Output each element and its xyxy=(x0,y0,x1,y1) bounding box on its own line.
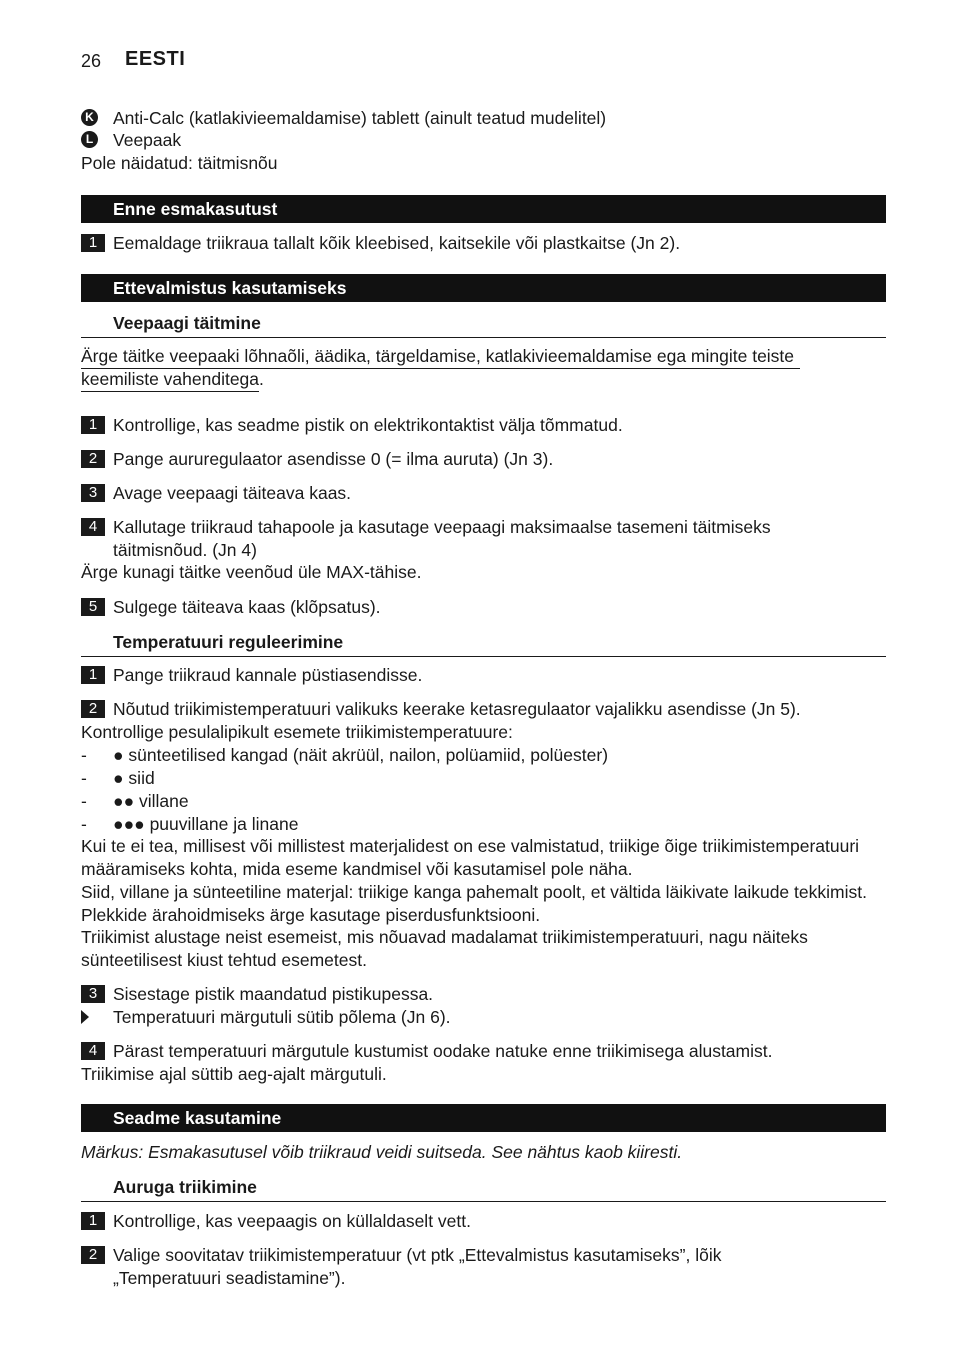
step-text: Avage veepaagi täiteava kaas. xyxy=(113,483,352,503)
step-number: 5 xyxy=(81,598,105,616)
step-text: Eemaldage triikraua tallalt kõik kleebised, kaitsekile või plastkaitse (Jn 2). xyxy=(113,233,681,253)
legend-not-shown: Pole näidatud: täitmisnõu xyxy=(81,153,278,173)
step-number: 4 xyxy=(81,518,105,536)
warning-line-2 xyxy=(81,368,264,392)
step-text: Kontrollige, kas seadme pistik on elektrikontaktist välja tõmmatud. xyxy=(113,415,623,435)
section-heading-first-use: Enne esmakasutust xyxy=(81,195,886,223)
step-number: 3 xyxy=(81,985,105,1003)
step-text: Pange aururegulaator asendisse 0 (= ilma auruta) (Jn 3). xyxy=(113,449,554,469)
list-item: ●● villane xyxy=(113,791,189,811)
legend-item-l: Veepaak xyxy=(113,130,182,150)
subheading-filling-tank: Veepaagi täitmine xyxy=(81,311,886,338)
subheading-steam-ironing: Auruga triikimine xyxy=(81,1175,886,1202)
paragraph-line: sünteetilisest kiust tehtud esemetest. xyxy=(81,950,367,970)
result-arrow-icon xyxy=(81,1010,89,1024)
list-item: ●●● puuvillane ja linane xyxy=(113,814,299,834)
list-dash: - xyxy=(81,814,87,834)
language-heading: EESTI xyxy=(125,48,186,70)
paragraph-line: määramiseks kohta, mida eseme kandmisel või kasutamisel pole näha. xyxy=(81,859,633,879)
step-number: 1 xyxy=(81,666,105,684)
note-text: Ärge kunagi täitke veenõud üle MAX-tähise. xyxy=(81,562,422,582)
paragraph-line: Siid, villane ja sünteetiline materjal: triikige kanga pahemalt poolt, et vältida läikivate laikude tekkimist. xyxy=(81,882,867,902)
warning-line-1 xyxy=(81,345,800,369)
step-text-continued: täitmisnõud. (Jn 4) xyxy=(113,540,257,560)
step-text: Valige soovitatav triikimistemperatuur (vt ptk „Ettevalmistus kasutamiseks”, lõik xyxy=(113,1245,722,1265)
step-number: 2 xyxy=(81,1246,105,1264)
note-text: Triikimise ajal süttib aeg-ajalt märgutuli. xyxy=(81,1064,387,1084)
result-text: Temperatuuri märgutuli sütib põlema (Jn 6). xyxy=(113,1007,451,1027)
check-label: Kontrollige pesulalipikult esemete triikimistemperatuure: xyxy=(81,722,513,742)
step-number: 1 xyxy=(81,416,105,434)
step-number: 4 xyxy=(81,1042,105,1060)
step-text-continued: „Temperatuuri seadistamine”). xyxy=(113,1268,346,1288)
warning-period: . xyxy=(259,369,264,389)
paragraph-line: Kui te ei tea, millisest või millistest materjalidest on ese valmistatud, triikige õige triikimistemperatuuri xyxy=(81,836,860,856)
section-heading-using: Seadme kasutamine xyxy=(81,1104,886,1132)
list-dash: - xyxy=(81,745,87,765)
legend-item-k: Anti-Calc (katlakivieemaldamise) tablett (ainult teatud mudelitel) xyxy=(113,108,607,128)
step-text: Pange triikraud kannale püstiasendisse. xyxy=(113,665,423,685)
page-number: 26 xyxy=(81,51,102,71)
step-number: 1 xyxy=(81,1212,105,1230)
step-text: Sulgege täiteava kaas (klõpsatus). xyxy=(113,597,381,617)
step-number: 1 xyxy=(81,234,105,252)
paragraph-line: Plekkide ärahoidmiseks ärge kasutage piserdusfunktsiooni. xyxy=(81,905,541,925)
list-item: ● sünteetilised kangad (näit akrüül, nailon, polüamiid, polüester) xyxy=(113,745,609,765)
warning-text: Ärge täitke veepaaki lõhnaõli, äädika, tärgeldamise, katlakivieemaldamise ega mingite teiste xyxy=(81,345,800,369)
step-text: Pärast temperatuuri märgutule kustumist oodake natuke enne triikimisega alustamist. xyxy=(113,1041,773,1061)
paragraph-line: Triikimist alustage neist esemeist, mis nõuavad madalamat triikimistemperatuuri, nagu näiteks xyxy=(81,927,808,947)
step-text: Sisestage pistik maandatud pistikupessa. xyxy=(113,984,434,1004)
subheading-temperature: Temperatuuri reguleerimine xyxy=(81,630,886,657)
legend-marker-l: L xyxy=(81,131,98,148)
step-text: Nõutud triikimistemperatuuri valikuks keerake ketasregulaator vajalikku asendisse (Jn 5). xyxy=(113,699,801,719)
step-text: Kallutage triikraud tahapoole ja kasutage veepaagi maksimaalse tasemeni täitmiseks xyxy=(113,517,771,537)
step-number: 2 xyxy=(81,700,105,718)
list-dash: - xyxy=(81,791,87,811)
note-text: Märkus: Esmakasutusel võib triikraud veidi suitseda. See nähtus kaob kiiresti. xyxy=(81,1142,683,1162)
step-number: 2 xyxy=(81,450,105,468)
warning-text: keemiliste vahenditega xyxy=(81,368,259,392)
step-number: 3 xyxy=(81,484,105,502)
step-text: Kontrollige, kas veepaagis on küllaldaselt vett. xyxy=(113,1211,471,1231)
legend-marker-k: K xyxy=(81,109,98,126)
list-dash: - xyxy=(81,768,87,788)
list-item: ● siid xyxy=(113,768,155,788)
section-heading-preparation: Ettevalmistus kasutamiseks xyxy=(81,274,886,302)
